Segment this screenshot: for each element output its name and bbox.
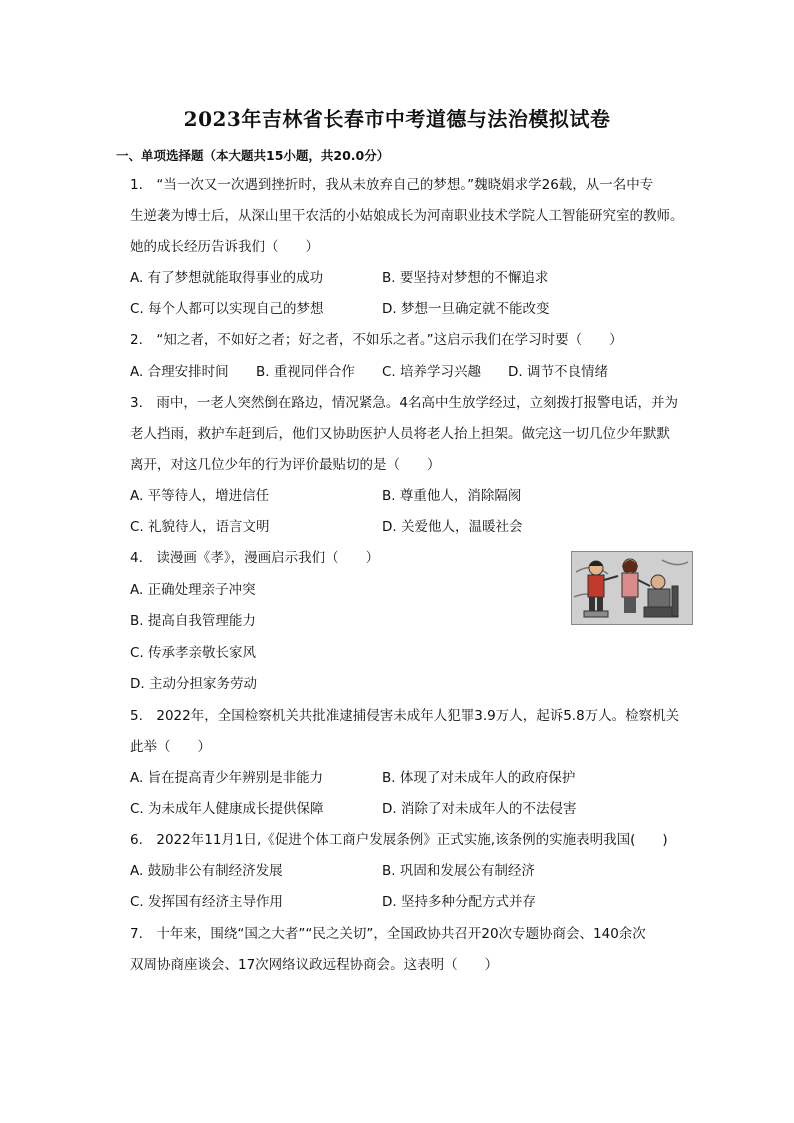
q4-option-c: C. 传承孝亲敬长家风 — [130, 645, 257, 661]
q3-line-2: 老人挡雨，救护车赶到后，他们又协助医护人员将老人抬上担架。做完这一切几位少年默默 — [130, 426, 670, 442]
q1-option-c: C. 每个人都可以实现自己的梦想 — [130, 301, 324, 317]
q2-option-d: D. 调节不良情绪 — [508, 364, 608, 380]
q2-option-a: A. 合理安排时间 — [130, 364, 229, 380]
q2-line-1: 2. “知之者，不如好之者；好之者，不如乐之者。”这启示我们在学习时要（ ） — [130, 332, 623, 348]
q2-option-c: C. 培养学习兴趣 — [382, 364, 482, 380]
q1-line-3: 她的成长经历告诉我们（ ） — [130, 239, 319, 255]
q5-option-b: B. 体现了对未成年人的政府保护 — [382, 770, 576, 786]
q5-option-a: A. 旨在提高青少年辨别是非能力 — [130, 770, 324, 786]
q4-option-a: A. 正确处理亲子冲突 — [130, 582, 256, 598]
q6-option-b: B. 巩固和发展公有制经济 — [382, 863, 535, 879]
q5-line-1: 5. 2022年，全国检察机关共批准逮捕侵害未成年人犯罪3.9万人，起诉5.8万人。检察机关 — [130, 708, 680, 724]
q1-option-a: A. 有了梦想就能取得事业的成功 — [130, 270, 324, 286]
q4-option-d: D. 主动分担家务劳动 — [130, 676, 257, 692]
q6-option-c: C. 发挥国有经济主导作用 — [130, 894, 284, 910]
q5-option-d: D. 消除了对未成年人的不法侵害 — [382, 801, 577, 817]
q6-option-a: A. 鼓励非公有制经济发展 — [130, 863, 283, 879]
q1-option-d: D. 梦想一旦确定就不能改变 — [382, 301, 550, 317]
q3-option-b: B. 尊重他人，消除隔阂 — [382, 488, 522, 504]
q5-option-c: C. 为未成年人健康成长提供保障 — [130, 801, 324, 817]
q4-line-1: 4. 读漫画《孝》，漫画启示我们（ ） — [130, 550, 380, 566]
q3-line-1: 3. 雨中，一老人突然倒在路边，情况紧急。4名高中生放学经过，立刻拨打报警电话，并为 — [130, 395, 678, 411]
q3-option-c: C. 礼貌待人，语言文明 — [130, 519, 270, 535]
q4-option-b: B. 提高自我管理能力 — [130, 613, 256, 629]
q7-line-1: 7. 十年来，围绕“国之大者”“民之关切”，全国政协共召开20次专题协商会、140余次 — [130, 926, 646, 942]
q1-option-b: B. 要坚持对梦想的不懈追求 — [382, 270, 549, 286]
q3-line-3: 离开，对这几位少年的行为评价最贴切的是（ ） — [130, 457, 441, 473]
q6-option-d: D. 坚持多种分配方式并存 — [382, 894, 536, 910]
exam-title: 2023年吉林省长春市中考道德与法治模拟试卷 — [183, 107, 611, 131]
q2-option-b: B. 重视同伴合作 — [256, 364, 355, 380]
section-heading: 一、单项选择题（本大题共15小题，共20.0分） — [116, 148, 390, 163]
q1-line-1: 1. “当一次又一次遇到挫折时，我从未放弃自己的梦想。”魏晓娟求学26载，从一名中专 — [130, 177, 654, 193]
q6-line-1: 6. 2022年11月1日,《促进个体工商户发展条例》正式实施,该条例的实施表明我国( ) — [130, 832, 668, 848]
cartoon-xiao-image — [571, 551, 693, 625]
q3-option-d: D. 关爱他人，温暖社会 — [382, 519, 523, 535]
q5-line-2: 此举（ ） — [130, 739, 211, 755]
q3-option-a: A. 平等待人，增进信任 — [130, 488, 270, 504]
cartoon-illustration-icon — [572, 552, 692, 624]
q7-line-2: 双周协商座谈会、17次网络议政远程协商会。这表明（ ） — [130, 957, 499, 973]
q1-line-2: 生逆袭为博士后，从深山里干农活的小姑娘成长为河南职业技术学院人工智能研究室的教师。 — [130, 208, 684, 224]
